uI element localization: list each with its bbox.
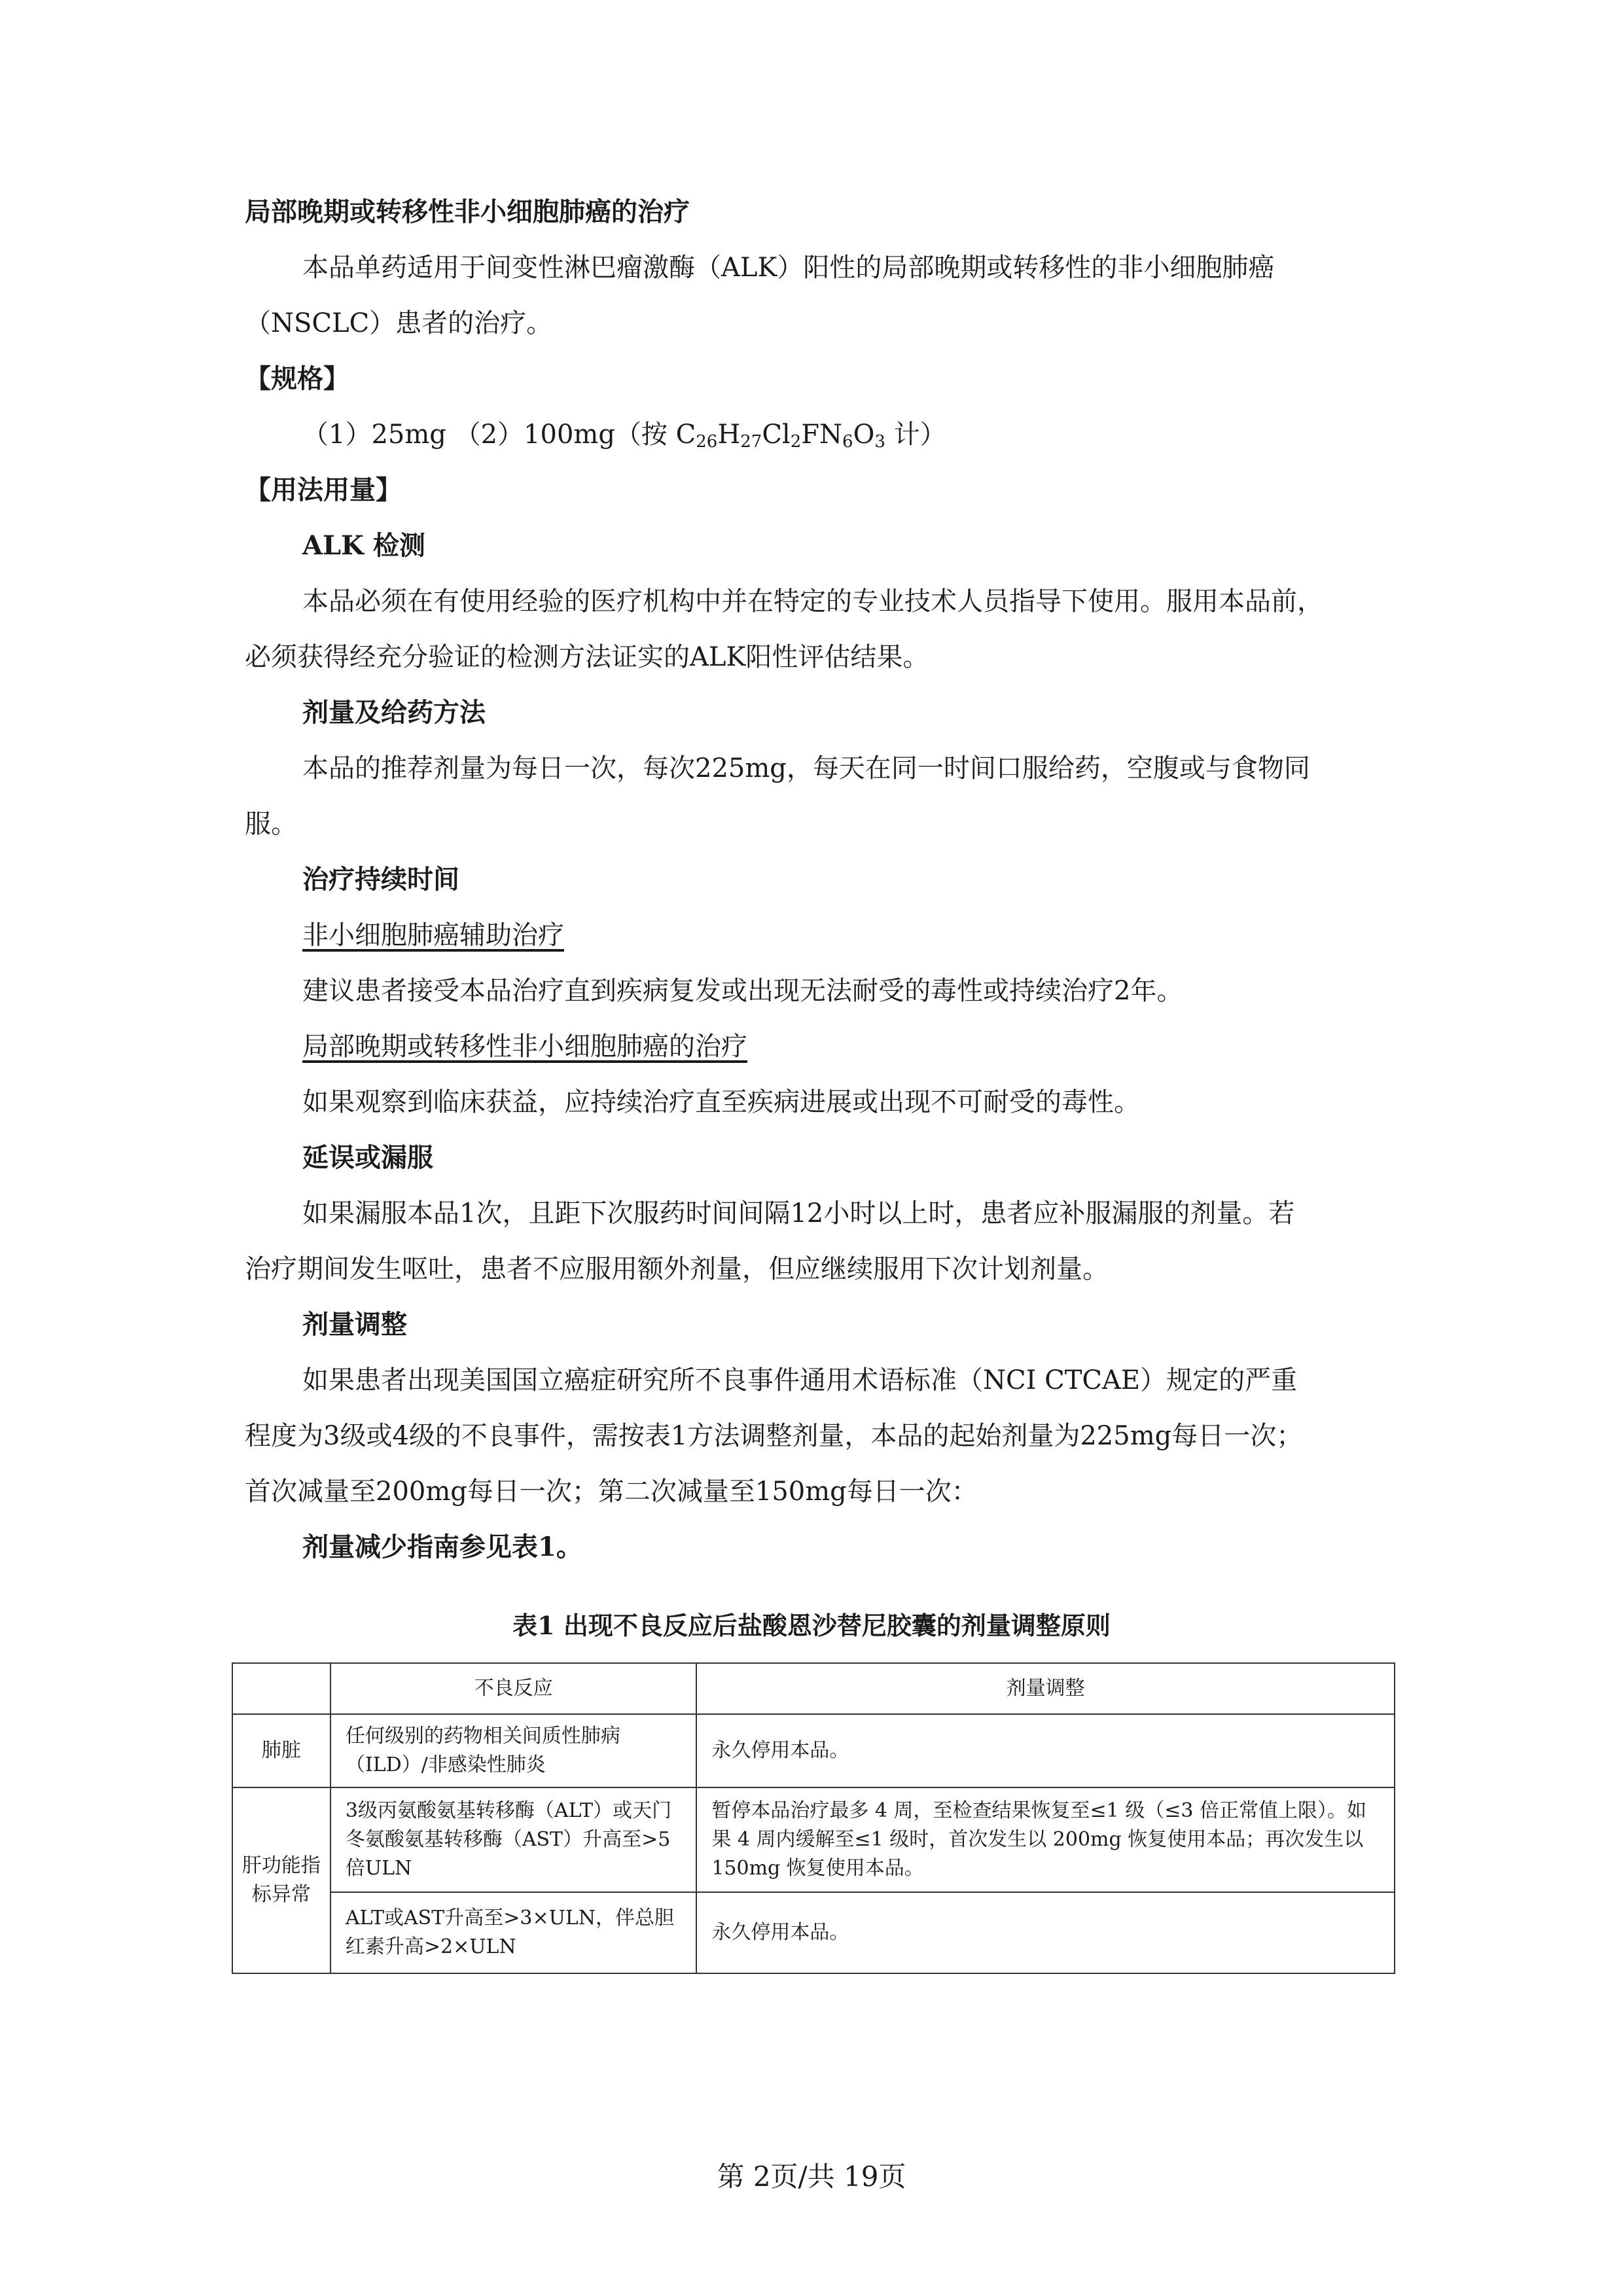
subsection-heading: ALK 检测 — [302, 530, 425, 561]
paragraph-line: 程度为3级或4级的不良事件，需按表1方法调整剂量，本品的起始剂量为225mg每日一次； — [245, 1421, 1303, 1451]
formula-element: H — [717, 420, 741, 450]
formula-element: O — [853, 420, 875, 450]
spec-suffix: 计） — [885, 420, 946, 450]
table-cell-adjustment: 暂停本品治疗最多 4 周，至检查结果恢复至≤1 级（≤3 倍正常值上限）。如果 4 周内缓解至≤1 级时，首次发生以 200mg 恢复使用本品；再次发生以 150mg 恢复使用本品。 — [696, 1787, 1395, 1892]
table-header-cell: 不良反应 — [330, 1663, 696, 1714]
underlined-subheading: 非小细胞肺癌辅助治疗 — [302, 920, 564, 950]
paragraph-line: 如果患者出现美国国立癌症研究所不良事件通用术语标准（NCI CTCAE）规定的严重 — [302, 1365, 1298, 1395]
table-cell-reaction: ALT或AST升高至>3×ULN，伴总胆红素升高>2×ULN — [330, 1892, 696, 1973]
formula-element: FN — [801, 420, 843, 450]
table-cell-adjustment: 永久停用本品。 — [696, 1892, 1395, 1973]
table-reference: 剂量减少指南参见表1。 — [302, 1532, 582, 1562]
paragraph-line: 建议患者接受本品治疗直到疾病复发或出现无法耐受的毒性或持续治疗2年。 — [302, 976, 1183, 1006]
subsection-heading: 剂量调整 — [302, 1309, 407, 1340]
formula-element: Cl — [762, 420, 791, 450]
formula-subscript: 26 — [696, 432, 718, 452]
formula-subscript: 6 — [842, 432, 853, 452]
table-cell-adjustment: 永久停用本品。 — [696, 1714, 1395, 1787]
spec-formula — [696, 420, 885, 450]
subsection-heading: 延误或漏服 — [302, 1142, 433, 1173]
paragraph-line: 服。 — [245, 809, 297, 839]
dose-adjustment-table — [232, 1662, 1395, 1974]
table-header-row — [232, 1663, 1395, 1714]
table-cell-reaction: 任何级别的药物相关间质性肺病（ILD）/非感染性肺炎 — [330, 1714, 696, 1787]
table-cell-category: 肺脏 — [232, 1714, 330, 1787]
table-cell-category: 肝功能指标异常 — [232, 1787, 330, 1973]
paragraph-line: 首次减量至200mg每日一次；第二次减量至150mg每日一次： — [245, 1477, 978, 1507]
table-caption: 表1 出现不良反应后盐酸恩沙替尼胶囊的剂量调整原则 — [512, 1611, 1111, 1640]
usage-heading: 【用法用量】 — [245, 475, 402, 505]
paragraph-line: 如果漏服本品1次，且距下次服药时间间隔12小时以上时，患者应补服漏服的剂量。若 — [302, 1198, 1295, 1229]
paragraph-line: 如果观察到临床获益，应持续治疗直至疾病进展或出现不可耐受的毒性。 — [302, 1087, 1140, 1117]
table-row — [232, 1787, 1395, 1892]
table-header-cell — [232, 1663, 330, 1714]
paragraph-line: （NSCLC）患者的治疗。 — [245, 308, 553, 338]
underlined-subheading: 局部晚期或转移性非小细胞肺癌的治疗 — [302, 1031, 747, 1062]
page-footer: 第 2页/共 19页 — [717, 2161, 906, 2193]
spec-line — [302, 416, 946, 460]
paragraph-line: 本品的推荐剂量为每日一次，每次225mg，每天在同一时间口服给药，空腹或与食物同 — [302, 753, 1310, 783]
paragraph-line: 必须获得经充分验证的检测方法证实的ALK阳性评估结果。 — [245, 642, 929, 672]
subsection-heading: 治疗持续时间 — [302, 864, 459, 895]
paragraph-line: 本品必须在有使用经验的医疗机构中并在特定的专业技术人员指导下使用。服用本品前， — [302, 586, 1323, 617]
subsection-heading: 剂量及给药方法 — [302, 697, 486, 728]
formula-subscript: 3 — [874, 432, 885, 452]
spec-prefix: （1）25mg （2）100mg（按 C — [302, 420, 696, 450]
formula-subscript: 2 — [790, 432, 802, 452]
table-row — [232, 1714, 1395, 1787]
table-cell-reaction: 3级丙氨酸氨基转移酶（ALT）或天门冬氨酸氨基转移酶（AST）升高至>5倍ULN — [330, 1787, 696, 1892]
table-row — [232, 1892, 1395, 1973]
table-header-cell: 剂量调整 — [696, 1663, 1395, 1714]
paragraph-line: 本品单药适用于间变性淋巴瘤激酶（ALK）阳性的局部晚期或转移性的非小细胞肺癌 — [302, 253, 1275, 283]
paragraph-line: 治疗期间发生呕吐，患者不应服用额外剂量，但应继续服用下次计划剂量。 — [245, 1254, 1109, 1284]
section-heading: 局部晚期或转移性非小细胞肺癌的治疗 — [245, 196, 690, 227]
spec-heading: 【规格】 — [245, 363, 349, 394]
formula-subscript: 27 — [740, 432, 762, 452]
